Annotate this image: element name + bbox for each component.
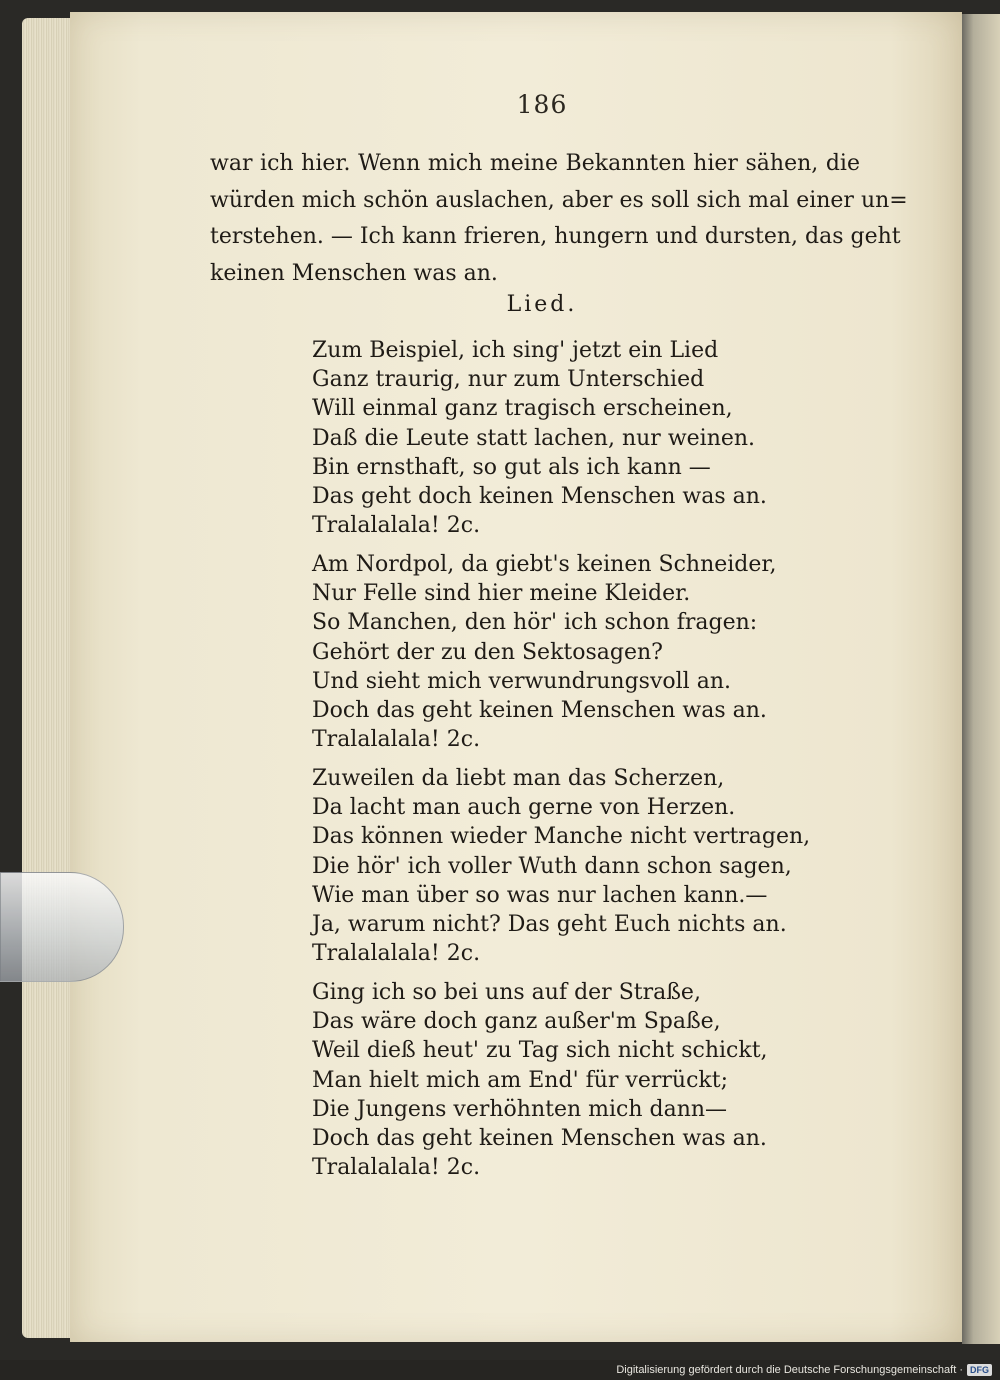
- verse-line: So Manchen, den hör' ich schon fragen:: [312, 610, 758, 636]
- verse-line: Die Jungens verhöhnten mich dann—: [312, 1096, 728, 1122]
- verse-line: Tralalalala! 2c.: [312, 513, 481, 539]
- verse-line: Weil dieß heut' zu Tag sich nicht schickt,: [312, 1038, 768, 1064]
- prose-line: keinen Menschen was an.: [210, 260, 498, 286]
- verse-line: Das geht doch keinen Menschen was an.: [312, 484, 767, 510]
- verse-line: Ganz traurig, nur zum Unterschied: [312, 367, 705, 393]
- verse-line: Da lacht man auch gerne von Herzen.: [312, 795, 736, 821]
- song-title: Lied.: [506, 292, 578, 317]
- verse-line: Tralalalala! 2c.: [312, 941, 481, 967]
- verse-line: Bin ernsthaft, so gut als ich kann —: [312, 454, 711, 480]
- verse-line: Die hör' ich voller Wuth dann schon sagen,: [312, 853, 792, 879]
- verse-line: Nur Felle sind hier meine Kleider.: [312, 581, 691, 607]
- prose-line: würden mich schön auslachen, aber es soll sich mal einer un=: [210, 187, 908, 213]
- stanza-4: [312, 978, 768, 1182]
- verse-line: Und sieht mich verwundrungsvoll an.: [312, 668, 731, 694]
- footer-text: Digitalisierung gefördert durch die Deutsche Forschungsgemeinschaft ·: [616, 1364, 963, 1376]
- prose-line: war ich hier. Wenn mich meine Bekannten hier sähen, die: [210, 151, 860, 176]
- verse-line: Will einmal ganz tragisch erscheinen,: [312, 396, 733, 422]
- verse-line: Wie man über so was nur lachen kann.—: [312, 882, 768, 908]
- verse-line: Am Nordpol, da giebt's keinen Schneider,: [312, 552, 777, 577]
- footer-credit: [616, 1362, 992, 1378]
- verse-line: Daß die Leute statt lachen, nur weinen.: [312, 425, 756, 451]
- verse-line: Doch das geht keinen Menschen was an.: [312, 698, 767, 724]
- facing-page-edge: [962, 14, 1000, 1344]
- scanner-thumb-clip: [0, 872, 124, 982]
- prose-line: terstehen. — Ich kann frieren, hungern und dursten, das geht: [210, 224, 901, 249]
- verse-line: Doch das geht keinen Menschen was an.: [312, 1126, 767, 1152]
- dfg-logo-icon: DFG: [967, 1364, 992, 1376]
- verse-line: Man hielt mich am End' für verrückt;: [312, 1067, 728, 1093]
- verse-line: Das können wieder Manche nicht vertragen,: [312, 824, 811, 850]
- stanza-3: [312, 764, 810, 968]
- verse-line: Das wäre doch ganz außer'm Spaße,: [312, 1009, 721, 1035]
- stanza-1: [312, 336, 767, 540]
- verse-line: Zum Beispiel, ich sing' jetzt ein Lied: [312, 338, 719, 363]
- verse-line: Ja, warum nicht? Das geht Euch nichts an.: [312, 912, 787, 938]
- verse-line: Tralalalala! 2c.: [312, 1155, 481, 1181]
- verse-line: Tralalalala! 2c.: [312, 727, 481, 753]
- verse-line: Ging ich so bei uns auf der Straße,: [312, 980, 701, 1005]
- prose-paragraph: [210, 146, 908, 292]
- stanza-2: [312, 550, 777, 754]
- verse-line: Gehört der zu den Sektosagen?: [312, 639, 663, 665]
- verse-line: Zuweilen da liebt man das Scherzen,: [312, 766, 725, 791]
- page-number: 186: [516, 90, 568, 119]
